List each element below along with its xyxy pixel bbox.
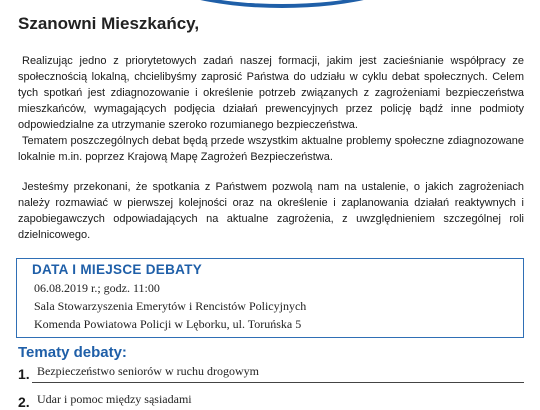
- debate-address: Komenda Powiatowa Policji w Lęborku, ul. Toruńska 5: [34, 317, 302, 331]
- topic-item: [18, 392, 524, 410]
- debate-venue: Sala Stowarzyszenia Emerytów i Rencistów Policyjnych: [34, 299, 307, 313]
- header-arc-decoration: [152, 0, 412, 8]
- letter-greeting: Szanowni Mieszkańcy,: [18, 14, 200, 33]
- debate-date-time: 06.08.2019 r.; godz. 11:00: [34, 281, 160, 295]
- topic-item: [18, 364, 524, 382]
- debate-info-box: [16, 258, 524, 338]
- paragraph-invitation: Realizując jedno z priorytetowych zadań naszej formacji, jakim jest zacieśnianie współpracy ze społecznością lokalną, chcielibyśmy zaprosić Państwa do udziału w cyklu debat społecznych. Celem tych spotkań jest zdiagnozowanie i określenie potrzeb związanych z zagrożeniami bezpieczeństwa mieszkańców, wymagających podjęcia działań prewencyjnych przez policję bądź inne podmioty odpowiedzialne za utrzymanie szeroko rozumianego bezpieczeństwa.: [18, 55, 524, 131]
- debate-info-title: DATA I MIEJSCE DEBATY: [32, 262, 203, 277]
- topic-text: Udar i pomoc między sąsiadami: [37, 392, 192, 406]
- topic-number: 2.: [18, 394, 30, 410]
- paragraph-topics: Tematem poszczególnych debat będą przede wszystkim aktualne problemy społeczne zdiagnozowane lokalnie m.in. poprzez Krajową Mapę Zagrożeń Bezpieczeństwa.: [18, 135, 524, 163]
- topic-number: 1.: [18, 366, 30, 382]
- topic-underline: [32, 382, 524, 383]
- topic-text: Bezpieczeństwo seniorów w ruchu drogowym: [37, 364, 259, 378]
- topics-title: Tematy debaty:: [18, 344, 127, 361]
- paragraph-conviction: Jesteśmy przekonani, że spotkania z Państwem pozwolą nam na ustalenie, o jakich zagrożeniach należy rozmawiać w pierwszej kolejności oraz na określenie i zaplanowania działań reaktywnych i zapobiegawczych odpowiadających na aktualne zagrożenia, z uwzględnieniem szczególnej roli dzielnicowego.: [18, 181, 524, 241]
